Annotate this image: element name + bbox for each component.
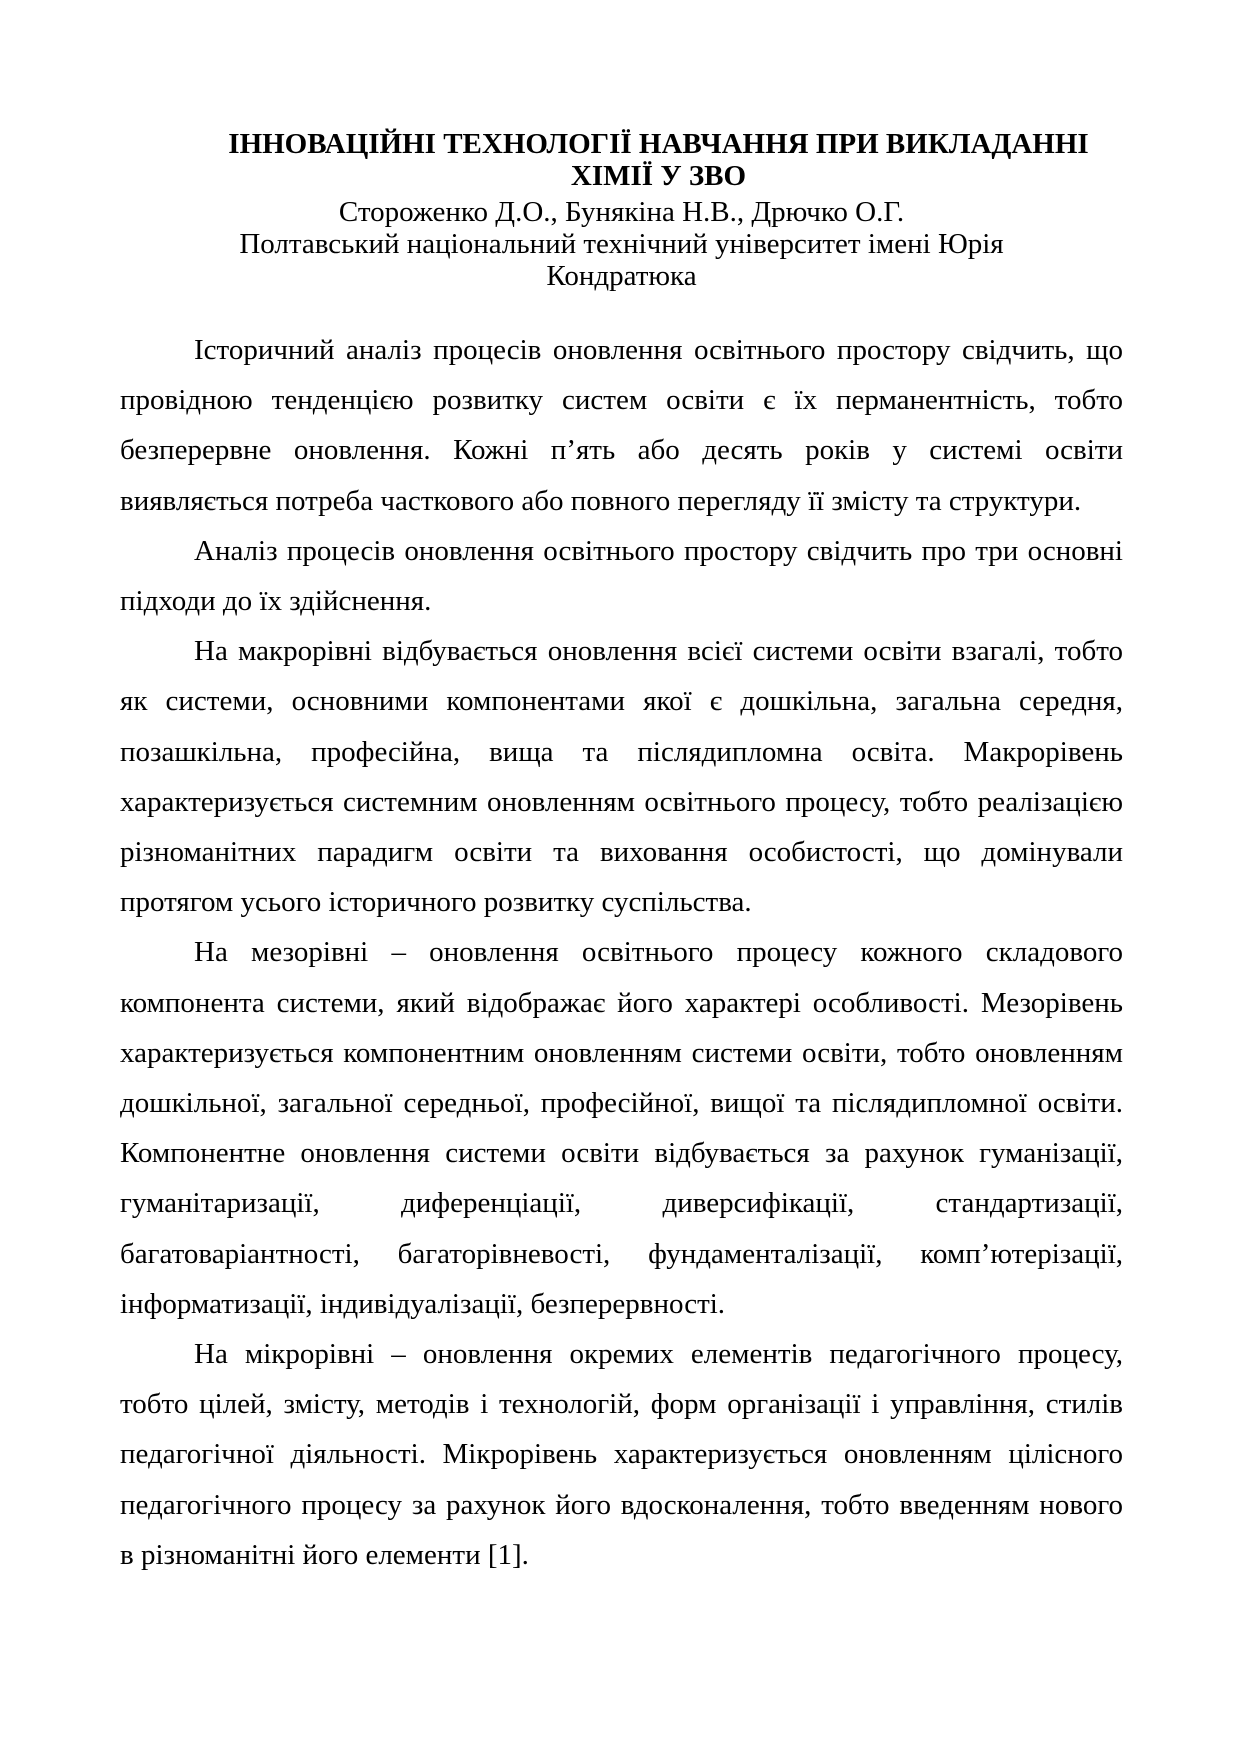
title-line-1: ІННОВАЦІЙНІ ТЕХНОЛОГІЇ НАВЧАННЯ ПРИ ВИКЛАДАННІ xyxy=(228,128,1089,160)
affiliation-line-1: Полтавський національний технічний університет імені Юрія xyxy=(239,228,1004,260)
document-header xyxy=(120,128,1123,292)
title-line-2: ХІМІЇ У ЗВО xyxy=(570,160,747,192)
affiliation-line-2: Кондратюка xyxy=(546,260,697,292)
authors: Стороженко Д.О., Бунякіна Н.В., Дрючко О.Г. xyxy=(338,196,905,228)
paragraph: На мезорівні – оновлення освітнього процесу кожного складового компонента системи, який відображає його характері особливості. Мезорівень характеризується компонентним оновленням системи освіти, тобто оновленням дошкільної, загальної середньої, професійної, вищої та післядипломної освіти. Компонентне оновлення системи освіти відбувається за рахунок гуманізації, гуманітаризації, диференціації, диверсифікації, стандартизації, багатоваріантності, багаторівневості, фундаменталізації, комп’ютерізації, інформатизації, індивідуалізації, безперервності. xyxy=(120,936,1123,1320)
paragraph: Історичний аналіз процесів оновлення освітнього простору свідчить, що провідною тенденцією розвитку систем освіти є їх перманентність, тобто безперервне оновлення. Кожні п’ять або десять років у системі освіти виявляється потреба часткового або повного перегляду її змісту та структури. xyxy=(120,334,1123,517)
paragraph: На макрорівні відбувається оновлення всієї системи освіти взагалі, тобто як системи, основними компонентами якої є дошкільна, загальна середня, позашкільна, професійна, вища та післядипломна освіта. Макрорівень характеризується системним оновленням освітнього процесу, тобто реалізацією різноманітних парадигм освіти та виховання особистості, що домінували протягом усього історичного розвитку суспільства. xyxy=(120,635,1123,919)
document-body xyxy=(120,325,1123,1580)
paragraph: На мікрорівні – оновлення окремих елементів педагогічного процесу, тобто цілей, змісту, методів і технологій, форм організації і управління, стилів педагогічної діяльності. Мікрорівень характеризується оновленням цілісного педагогічного процесу за рахунок його вдосконалення, тобто введенням нового в різноманітні його елементи [1]. xyxy=(120,1338,1123,1571)
paragraph: Аналіз процесів оновлення освітнього простору свідчить про три основні підходи до їх здійснення. xyxy=(120,534,1123,618)
